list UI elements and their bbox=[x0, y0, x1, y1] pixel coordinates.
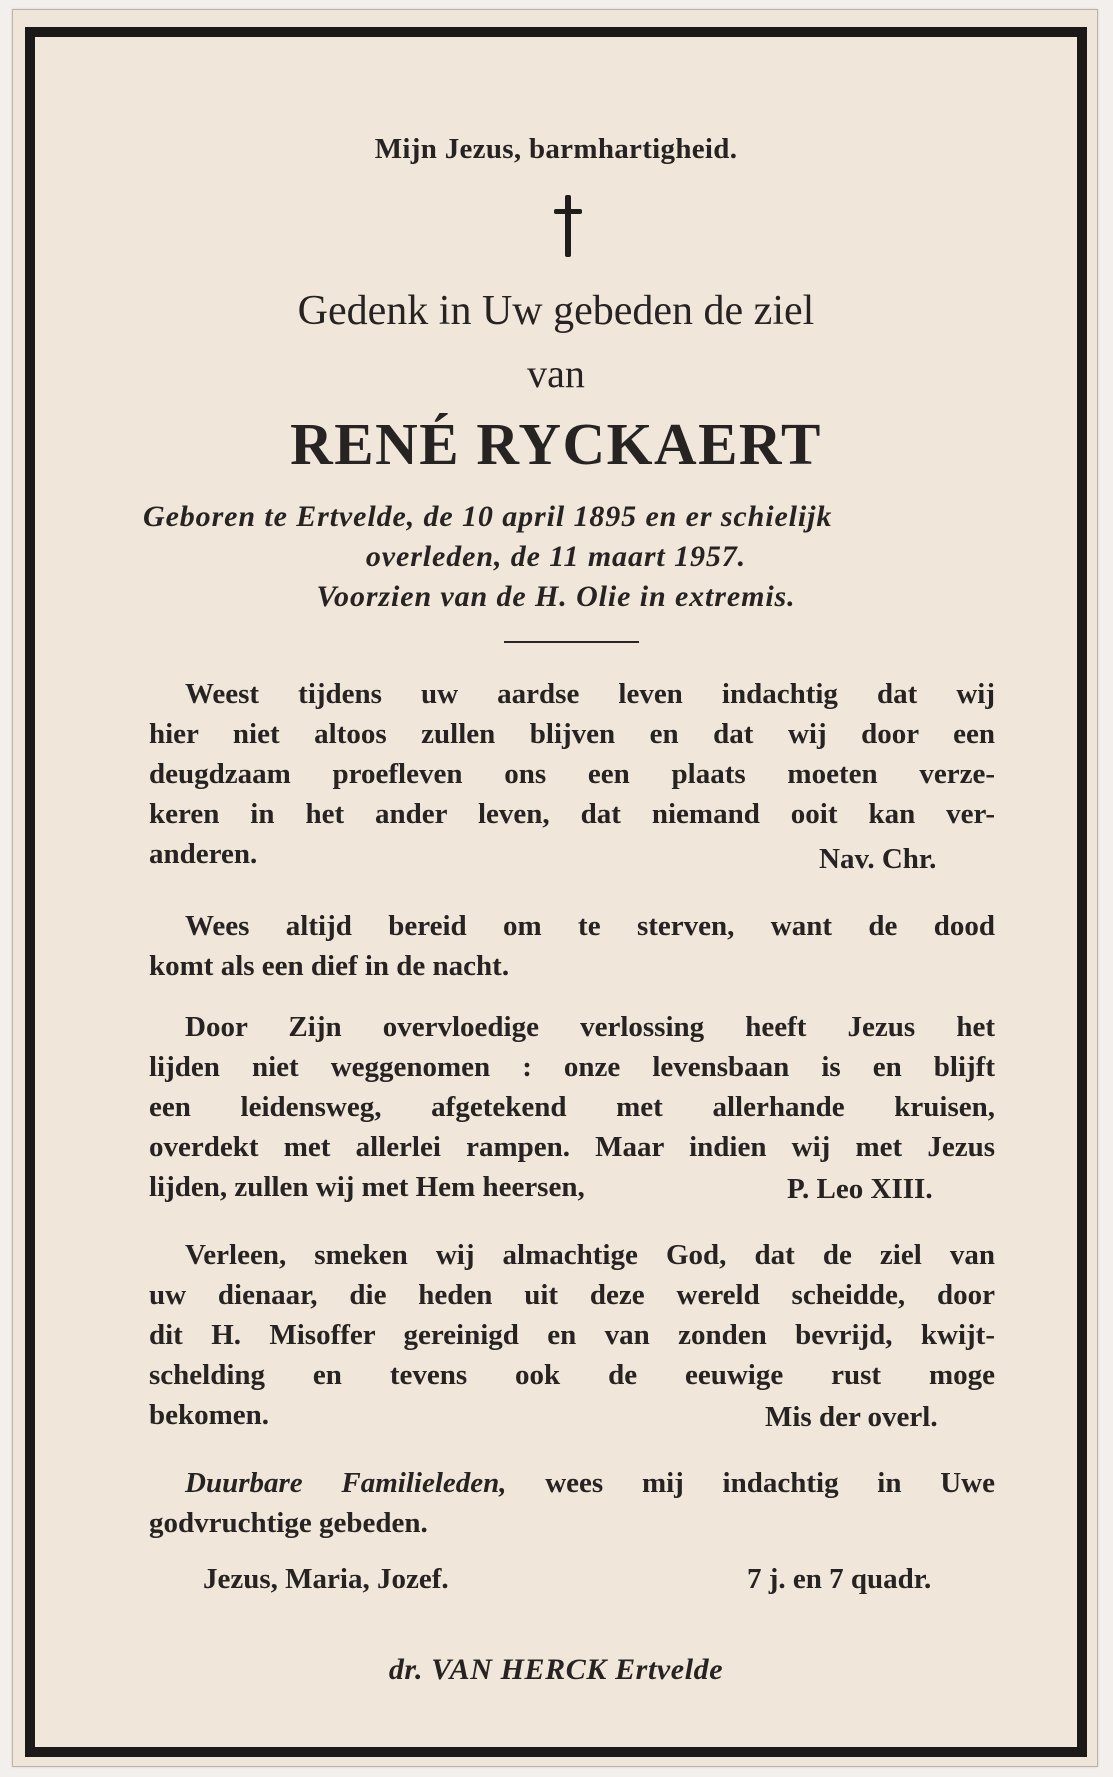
card-content bbox=[35, 37, 1077, 1747]
paragraph-2-line: Wees altijd bereid om te sterven, want de dood bbox=[185, 910, 995, 942]
birth-line-3: Voorzien van de H. Olie in extremis. bbox=[316, 580, 796, 613]
paragraph-3-line: overdekt met allerlei rampen. Maar indien wij met Jezus bbox=[149, 1131, 995, 1163]
paragraph-3-line: lijden niet weggenomen : onze levensbaan is en blijft bbox=[149, 1051, 995, 1083]
paragraph-5 bbox=[149, 1463, 995, 1543]
printer-credit: dr. VAN HERCK Ertvelde bbox=[388, 1653, 724, 1686]
family-address: Duurbare Familieleden, bbox=[185, 1467, 507, 1499]
memorial-card bbox=[12, 9, 1098, 1767]
paragraph-1-line: deugdzaam proefleven ons een plaats moeten verze- bbox=[149, 758, 995, 790]
paragraph-5-line-1 bbox=[149, 1463, 995, 1503]
paragraph-4-line: dit H. Misoffer gereinigd en van zonden bevrijd, kwijt- bbox=[149, 1319, 995, 1351]
footer-invocation: Jezus, Maria, Jozef. bbox=[203, 1563, 449, 1595]
paragraph-3-line: een leidensweg, afgetekend met allerhande kruisen, bbox=[149, 1091, 995, 1123]
black-border-frame bbox=[25, 27, 1087, 1757]
birth-line-2: overleden, de 11 maart 1957. bbox=[365, 540, 747, 573]
header-prayer: Mijn Jezus, barmhartigheid. bbox=[374, 133, 738, 165]
paragraph-3-line: Door Zijn overvloedige verlossing heeft Jezus het bbox=[185, 1011, 995, 1043]
attribution-leo-xiii: P. Leo XIII. bbox=[787, 1173, 933, 1205]
paragraph-2-line: komt als een dief in de nacht. bbox=[149, 950, 510, 982]
deceased-name: RENÉ RYCKAERT bbox=[290, 411, 822, 477]
paragraph-4-line: bekomen. bbox=[149, 1399, 270, 1431]
cross-icon bbox=[550, 195, 586, 257]
attribution-mis-der-overl: Mis der overl. bbox=[765, 1401, 938, 1433]
paragraph-4-line: Verleen, smeken wij almachtige God, dat de ziel van bbox=[185, 1239, 995, 1271]
divider bbox=[504, 641, 639, 643]
paragraph-1-line: keren in het ander leven, dat niemand ooit kan ver- bbox=[149, 798, 995, 830]
paragraph-2 bbox=[149, 906, 995, 986]
invocation-line: Gedenk in Uw gebeden de ziel bbox=[297, 288, 815, 334]
footer-indulgence: 7 j. en 7 quadr. bbox=[747, 1563, 932, 1595]
van-line: van bbox=[527, 351, 585, 396]
paragraph-1-line: hier niet altoos zullen blijven en dat wij door een bbox=[149, 718, 995, 750]
paragraph-3-line: lijden, zullen wij met Hem heersen, bbox=[149, 1171, 585, 1203]
birth-line-1: Geboren te Ertvelde, de 10 april 1895 en er schielijk bbox=[143, 500, 833, 533]
paragraph-5-text: wees mij indachtig in Uwe bbox=[506, 1467, 995, 1499]
paragraph-1-line: Weest tijdens uw aardse leven indachtig dat wij bbox=[185, 678, 995, 710]
attribution-nav-chr: Nav. Chr. bbox=[819, 843, 937, 875]
paragraph-5-line: godvruchtige gebeden. bbox=[149, 1507, 428, 1539]
paragraph-1-line: anderen. bbox=[149, 838, 258, 870]
paragraph-4-line: schelding en tevens ook de eeuwige rust moge bbox=[149, 1359, 995, 1391]
paragraph-4-line: uw dienaar, die heden uit deze wereld scheidde, door bbox=[149, 1279, 995, 1311]
